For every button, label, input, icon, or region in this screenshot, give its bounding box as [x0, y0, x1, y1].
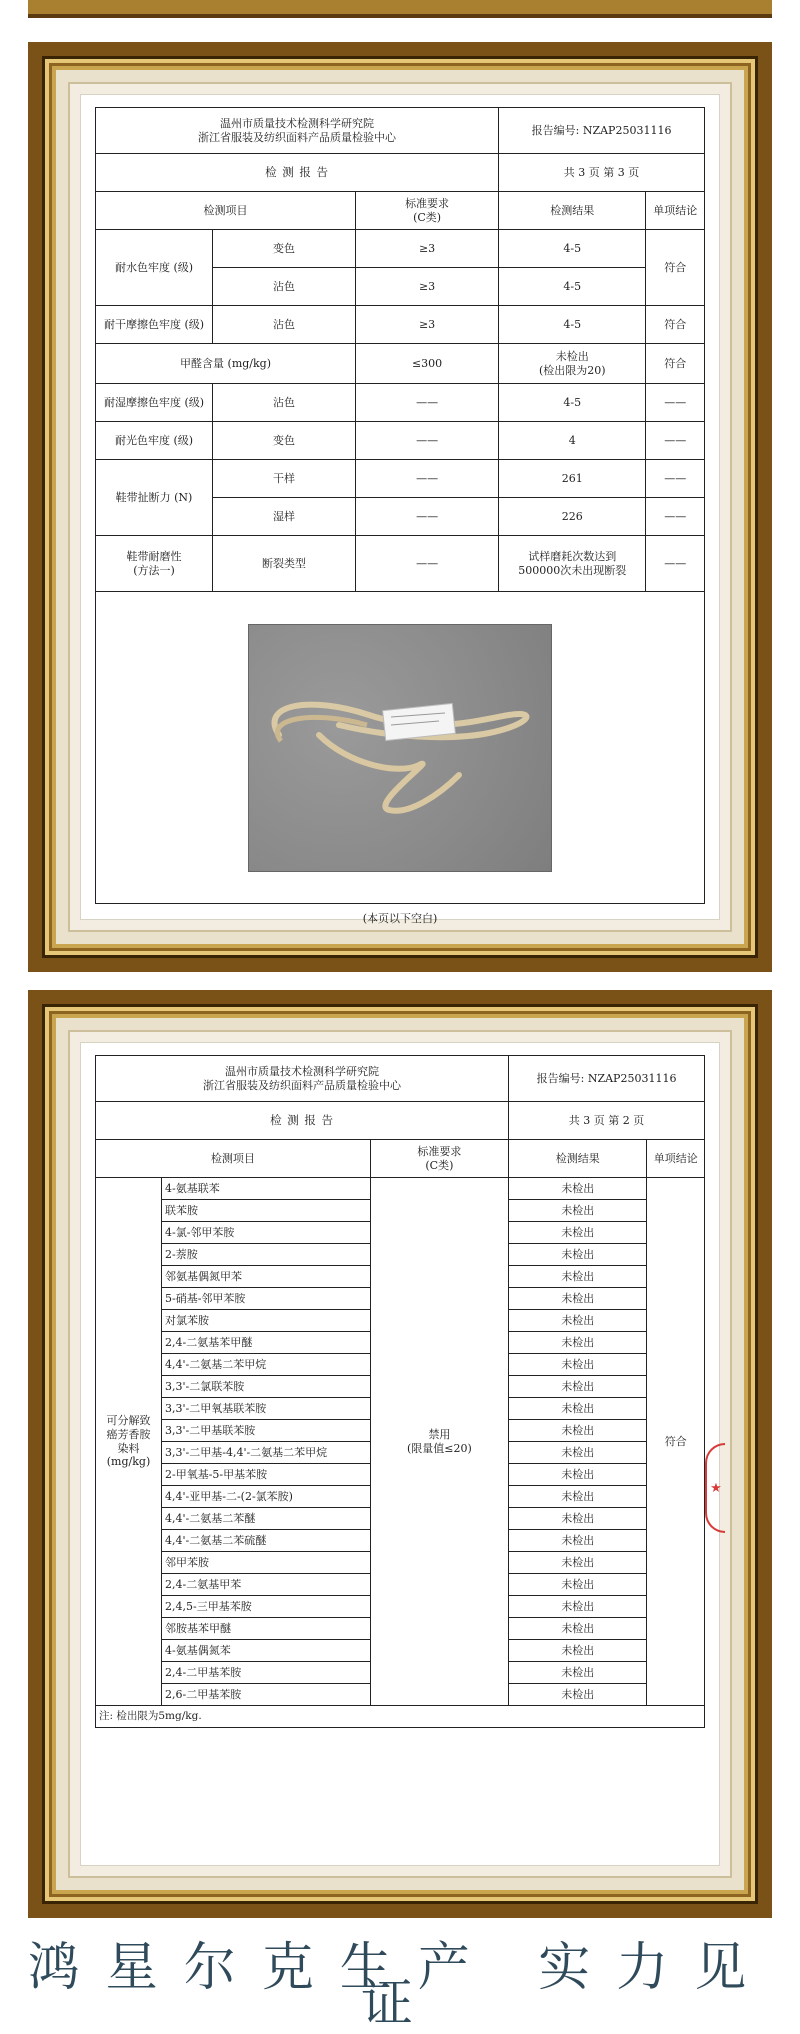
result-value: 未检出	[509, 1684, 647, 1706]
item-light-fastness: 耐光色牢度 (级)	[96, 422, 213, 460]
sub-break-type: 断裂类型	[213, 536, 356, 592]
col-conclusion-header: 单项结论	[647, 1140, 705, 1178]
sub-stain: 沾色	[213, 268, 356, 306]
institute-line1: 温州市质量技术检测科学研究院	[225, 1064, 380, 1078]
amine-name: 邻氨基偶氮甲苯	[162, 1266, 371, 1288]
conclusion-value: 符合	[646, 344, 705, 384]
amine-name: 4,4'-二氨基二苯甲烷	[162, 1354, 371, 1376]
result-value: 未检出	[509, 1508, 647, 1530]
result-value: 未检出	[509, 1618, 647, 1640]
item-lace-abrasion: 鞋带耐磨性 (方法一)	[96, 536, 213, 592]
standard-value: ——	[356, 536, 499, 592]
amine-name: 2,4-二氨基甲苯	[162, 1574, 371, 1596]
result-value: 未检出 (检出限为20)	[499, 344, 646, 384]
blank-note: (本页以下空白)	[362, 912, 438, 925]
conclusion-value: ——	[646, 498, 705, 536]
result-value: 未检出	[509, 1310, 647, 1332]
col-conclusion-header: 单项结论	[646, 192, 705, 230]
institute-header	[96, 1056, 509, 1102]
result-value: 未检出	[509, 1354, 647, 1376]
result-value: 未检出	[509, 1552, 647, 1574]
result-value: 4	[499, 422, 646, 460]
amine-name: 4-氨基联苯	[162, 1178, 371, 1200]
conclusion-value: 符合	[646, 306, 705, 344]
sub-stain: 沾色	[213, 384, 356, 422]
result-value: 226	[499, 498, 646, 536]
amine-name: 3,3'-二甲基联苯胺	[162, 1420, 371, 1442]
conclusion-value: 符合	[646, 230, 705, 306]
sample-photo	[248, 624, 552, 872]
sub-change: 变色	[213, 422, 356, 460]
result-value: 未检出	[509, 1596, 647, 1618]
col-standard-header: 标准要求 (C类)	[356, 192, 499, 230]
amine-name: 2,4-二氨基苯甲醚	[162, 1332, 371, 1354]
result-value: 未检出	[509, 1244, 647, 1266]
table-row	[96, 1178, 705, 1200]
result-value: 未检出	[509, 1398, 647, 1420]
institute-line2: 浙江省服装及纺织面料产品质量检验中心	[203, 1078, 402, 1092]
result-value: 未检出	[509, 1442, 647, 1464]
col-result-header: 检测结果	[499, 192, 646, 230]
group-label: 可分解致 癌芳香胺 染料 (mg/kg)	[96, 1178, 162, 1706]
result-value: 未检出	[509, 1288, 647, 1310]
result-value: 未检出	[509, 1376, 647, 1398]
sub-wet-sample: 湿样	[213, 498, 356, 536]
result-value: 未检出	[509, 1530, 647, 1552]
result-value: 未检出	[509, 1200, 647, 1222]
institute-line1: 温州市质量技术检测科学研究院	[220, 116, 375, 130]
result-value: 未检出	[509, 1178, 647, 1200]
bottom-banner: 鸿星尔克生产 实力见证	[27, 1938, 773, 2034]
institute-line2: 浙江省服装及纺织面料产品质量检验中心	[198, 130, 397, 144]
item-wet-rub: 耐湿摩擦色牢度 (级)	[96, 384, 213, 422]
report-table-page2	[95, 1055, 705, 1728]
amine-name: 4,4'-二氨基二苯醚	[162, 1508, 371, 1530]
result-value: 未检出	[509, 1640, 647, 1662]
amine-name: 2-甲氧基-5-甲基苯胺	[162, 1464, 371, 1486]
standard-value: ——	[356, 384, 499, 422]
result-value: 未检出	[509, 1332, 647, 1354]
standard-value: ——	[356, 498, 499, 536]
sub-dry-sample: 干样	[213, 460, 356, 498]
red-stamp: ★	[705, 1443, 725, 1533]
report-title: 检 测 报 告	[96, 1102, 509, 1140]
frame-mat	[56, 70, 744, 944]
conclusion-value: ——	[646, 422, 705, 460]
amine-name: 2-萘胺	[162, 1244, 371, 1266]
amine-name: 4,4'-亚甲基-二-(2-氯苯胺)	[162, 1486, 371, 1508]
sample-photo-cell	[96, 592, 705, 904]
sub-stain: 沾色	[213, 306, 356, 344]
amine-name: 2,4,5-三甲基苯胺	[162, 1596, 371, 1618]
standard-value: ≥3	[356, 306, 499, 344]
shoelace-image	[249, 625, 551, 871]
amine-name: 2,4-二甲基苯胺	[162, 1662, 371, 1684]
standard-value: ——	[356, 460, 499, 498]
report-table-page3	[95, 107, 705, 904]
conclusion-value: ——	[646, 460, 705, 498]
result-value: 261	[499, 460, 646, 498]
report-title: 检 测 报 告	[96, 154, 499, 192]
item-water-fastness: 耐水色牢度 (级)	[96, 230, 213, 306]
report-number: 报告编号: NZAP25031116	[509, 1056, 705, 1102]
amine-name: 联苯胺	[162, 1200, 371, 1222]
page-info: 共 3 页 第 3 页	[499, 154, 705, 192]
col-item-header: 检测项目	[96, 1140, 371, 1178]
result-value: 未检出	[509, 1574, 647, 1596]
result-value: 4-5	[499, 384, 646, 422]
amine-name: 4-氨基偶氮苯	[162, 1640, 371, 1662]
amine-name: 3,3'-二甲基-4,4'-二氨基二苯甲烷	[162, 1442, 371, 1464]
col-item-header: 检测项目	[96, 192, 356, 230]
item-dry-rub: 耐干摩擦色牢度 (级)	[96, 306, 213, 344]
item-lace-break: 鞋带扯断力 (N)	[96, 460, 213, 536]
standard-value: 禁用 (限量值≤20)	[370, 1178, 508, 1706]
result-value: 未检出	[509, 1486, 647, 1508]
standard-value: ——	[356, 422, 499, 460]
certificate-frame-page3	[28, 42, 772, 972]
amine-name: 邻胺基苯甲醚	[162, 1618, 371, 1640]
sub-change: 变色	[213, 230, 356, 268]
conclusion-value: 符合	[647, 1178, 705, 1706]
col-standard-header: 标准要求 (C类)	[370, 1140, 508, 1178]
conclusion-value: ——	[646, 384, 705, 422]
amine-name: 3,3'-二氯联苯胺	[162, 1376, 371, 1398]
amine-name: 3,3'-二甲氧基联苯胺	[162, 1398, 371, 1420]
amine-name: 2,6-二甲基苯胺	[162, 1684, 371, 1706]
amine-name: 对氯苯胺	[162, 1310, 371, 1332]
conclusion-value: ——	[646, 536, 705, 592]
institute-header	[96, 108, 499, 154]
result-value: 未检出	[509, 1420, 647, 1442]
amine-name: 5-硝基-邻甲苯胺	[162, 1288, 371, 1310]
amine-name: 邻甲苯胺	[162, 1552, 371, 1574]
standard-value: ≥3	[356, 230, 499, 268]
result-value: 4-5	[499, 268, 646, 306]
frame-mat	[56, 1018, 744, 1890]
item-formaldehyde: 甲醛含量 (mg/kg)	[96, 344, 356, 384]
result-value: 4-5	[499, 306, 646, 344]
amine-name: 4,4'-二氨基二苯硫醚	[162, 1530, 371, 1552]
report-number: 报告编号: NZAP25031116	[499, 108, 705, 154]
standard-value: ≥3	[356, 268, 499, 306]
result-value: 未检出	[509, 1464, 647, 1486]
report-page2	[80, 1042, 720, 1866]
result-value: 试样磨耗次数达到 500000次未出现断裂	[499, 536, 646, 592]
col-result-header: 检测结果	[509, 1140, 647, 1178]
detection-limit-note: 注: 检出限为5mg/kg.	[96, 1706, 705, 1728]
standard-value: ≤300	[356, 344, 499, 384]
page-info: 共 3 页 第 2 页	[509, 1102, 705, 1140]
amine-rows	[96, 1178, 705, 1706]
amine-name: 4-氯-邻甲苯胺	[162, 1222, 371, 1244]
result-value: 未检出	[509, 1662, 647, 1684]
result-value: 4-5	[499, 230, 646, 268]
frame-top-strip	[28, 0, 772, 18]
result-value: 未检出	[509, 1222, 647, 1244]
certificate-frame-page2	[28, 990, 772, 1918]
result-value: 未检出	[509, 1266, 647, 1288]
report-page3	[80, 94, 720, 925]
